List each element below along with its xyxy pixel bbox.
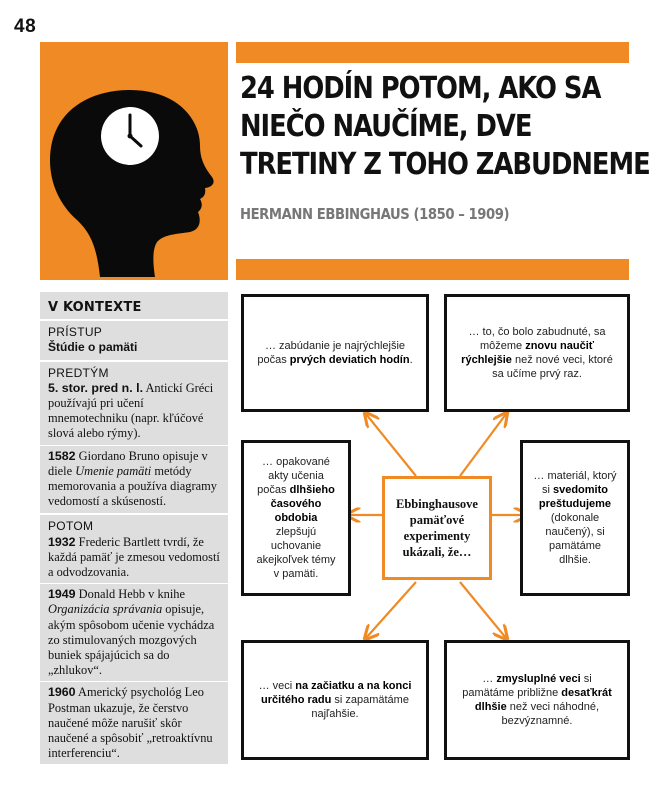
timeline-entry [48, 381, 220, 442]
context-approach [40, 319, 228, 359]
arrow [366, 582, 416, 638]
box-emphasis: svedomito preštudujeme [538, 484, 612, 510]
before-label: PREDTÝM [48, 365, 109, 380]
box-text: … opakované akty učenia počas [257, 456, 330, 496]
box-text: (dokonale naučený), si pamätáme dlhšie. [545, 512, 605, 566]
box-text: než veci náhodné, bezvýznamné. [501, 701, 600, 727]
entry-year: 5. stor. pred n. l. [48, 380, 144, 395]
title-line: TRETINY Z TOHO ZABUDNEME [240, 147, 650, 182]
box-text: … zabúdanie je najrýchlejšie počas [257, 340, 406, 366]
finding-box-mid-right [520, 440, 630, 596]
finding-box-top-right [444, 294, 630, 412]
title-line: NIEČO NAUČÍME, DVE [240, 109, 532, 144]
box-text: si pamätáme približne [462, 673, 592, 699]
box-text: zlepšujú uchovanie akejkoľvek témy v pamäti. [256, 526, 336, 580]
context-after [40, 513, 228, 765]
orange-bar-bottom [236, 259, 629, 280]
entry-book-title: Organizácia správania [48, 602, 163, 617]
entry-year: 1932 [48, 534, 76, 549]
box-text: … veci [258, 680, 296, 692]
box-emphasis: na začiatku a na konci určitého radu [261, 680, 412, 706]
entry-text: Donald Hebb v knihe [75, 587, 186, 602]
center-text: Ebbinghausove pamäťové experimenty ukázali, že… [396, 497, 478, 559]
timeline-entry [48, 685, 220, 761]
entry-text: Frederic Bartlett tvrdí, že každá pamäť je zmesou vedomostí a odvodzovania. [48, 534, 220, 580]
context-heading: V KONTEXTE [48, 300, 142, 315]
box-emphasis: znovu naučiť rýchlejšie [461, 340, 595, 366]
timeline-entry [48, 535, 220, 581]
entry-text: Americký psychológ Leo Postman ukazuje, že čerstvo naučené môže narušiť skôr naučené a spôsobiť „retroaktívnu interferenciu“. [48, 685, 213, 761]
box-text: … materiál, ktorý si [533, 470, 617, 496]
timeline-entry [48, 587, 220, 678]
context-before [40, 360, 228, 514]
box-text: . [409, 354, 413, 366]
finding-box-bottom-left [241, 640, 429, 760]
entry-text: opisuje, akým spôsobom učenie vychádza zo stimulovaných mozgových buniek spájajúcich sa do „zhlukov“. [48, 602, 215, 678]
entry-book-title: Umenie pamäti [75, 463, 152, 478]
approach-value: Štúdie o pamäti [48, 340, 138, 355]
head-with-clock-icon [40, 42, 228, 280]
entry-year: 1582 [48, 448, 76, 463]
divider [40, 681, 228, 682]
box-emphasis: dlhšieho časového obdobia [270, 484, 335, 524]
arrow [460, 582, 506, 638]
center-box [382, 476, 492, 580]
entry-year: 1949 [48, 587, 76, 602]
divider [40, 445, 228, 446]
diagram [236, 290, 634, 768]
box-text: … to, čo bolo zabudnuté, sa môžeme [468, 326, 606, 352]
after-label: POTOM [48, 519, 94, 534]
finding-box-mid-left [241, 440, 351, 596]
entry-text: Giordano Bruno opisuje v diele [48, 448, 208, 478]
entry-year: 1960 [48, 685, 76, 700]
approach-label: PRÍSTUP [48, 325, 103, 340]
box-text: … [482, 673, 497, 685]
page-title [240, 70, 650, 184]
divider [40, 583, 228, 584]
entry-text: Antickí Gréci používajú pri učení mnemotechniku (napr. kľúčové slová alebo rýmy). [48, 380, 214, 441]
box-emphasis: prvých deviatich hodín [289, 354, 410, 366]
box-emphasis: zmysluplné veci [496, 673, 581, 685]
arrow [366, 414, 416, 476]
box-emphasis: desaťkrát dlhšie [474, 687, 612, 713]
context-sidebar [40, 292, 228, 764]
title-line: 24 HODÍN POTOM, AKO SA [240, 71, 601, 106]
finding-box-top-left [241, 294, 429, 412]
box-text: než nové veci, ktoré sa učíme prvý raz. [492, 354, 613, 380]
arrow [460, 414, 506, 476]
author-line: HERMANN EBBINGHAUS (1850 – 1909) [240, 205, 510, 223]
page-number: 48 [14, 16, 37, 37]
finding-box-bottom-right [444, 640, 630, 760]
box-text: si zapamätáme najľahšie. [311, 694, 409, 720]
orange-bar-top [236, 42, 629, 63]
entry-text: metódy memorovania a používa diagramy vedomostí a skúseností. [48, 463, 217, 509]
hero-illustration [40, 42, 228, 280]
timeline-entry [48, 449, 220, 510]
